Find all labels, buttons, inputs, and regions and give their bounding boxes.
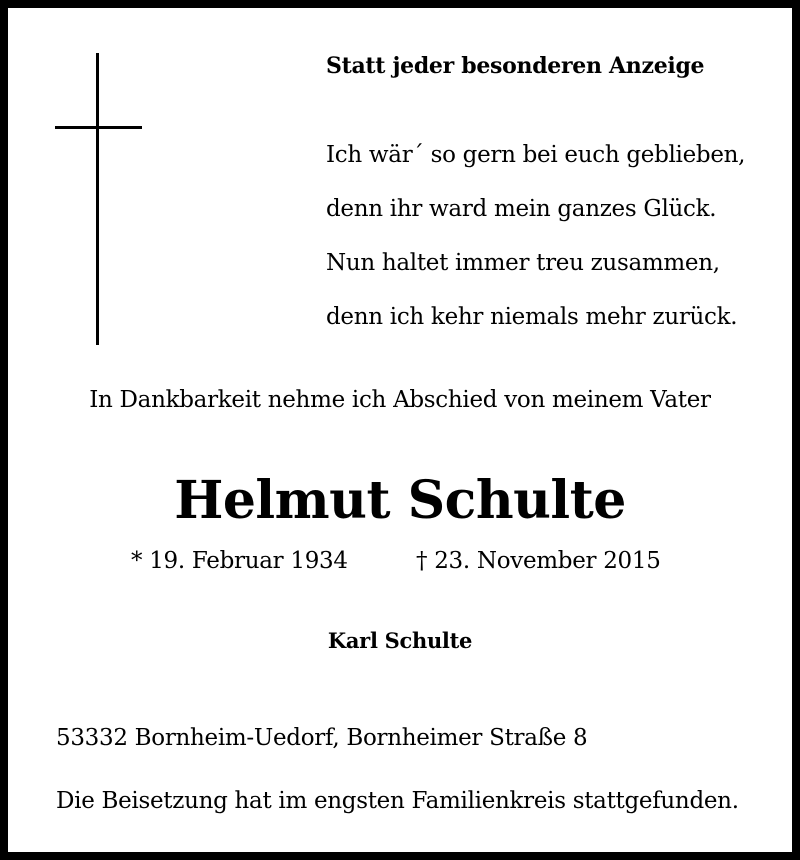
cross-horizontal-bar: [55, 126, 142, 129]
poem-line: denn ich kehr niemals mehr zurück.: [326, 304, 738, 330]
poem-line: denn ihr ward mein ganzes Glück.: [326, 196, 717, 222]
address: 53332 Bornheim-Uedorf, Bornheimer Straße 8: [56, 725, 588, 751]
notice-header: Statt jeder besonderen Anzeige: [326, 53, 705, 79]
death-date: † 23. November 2015: [416, 548, 661, 574]
cross-vertical-bar: [96, 53, 99, 345]
poem-line: Nun haltet immer treu zusammen,: [326, 250, 720, 276]
burial-note: Die Beisetzung hat im engsten Familienkreis stattgefunden.: [56, 788, 739, 814]
poem-line: Ich wär´ so gern bei euch geblieben,: [326, 142, 746, 168]
mourner-name: Karl Schulte: [327, 628, 473, 653]
deceased-name: Helmut Schulte: [174, 470, 626, 531]
birth-date: * 19. Februar 1934: [131, 548, 348, 574]
farewell-intro: In Dankbarkeit nehme ich Abschied von meinem Vater: [89, 387, 711, 413]
